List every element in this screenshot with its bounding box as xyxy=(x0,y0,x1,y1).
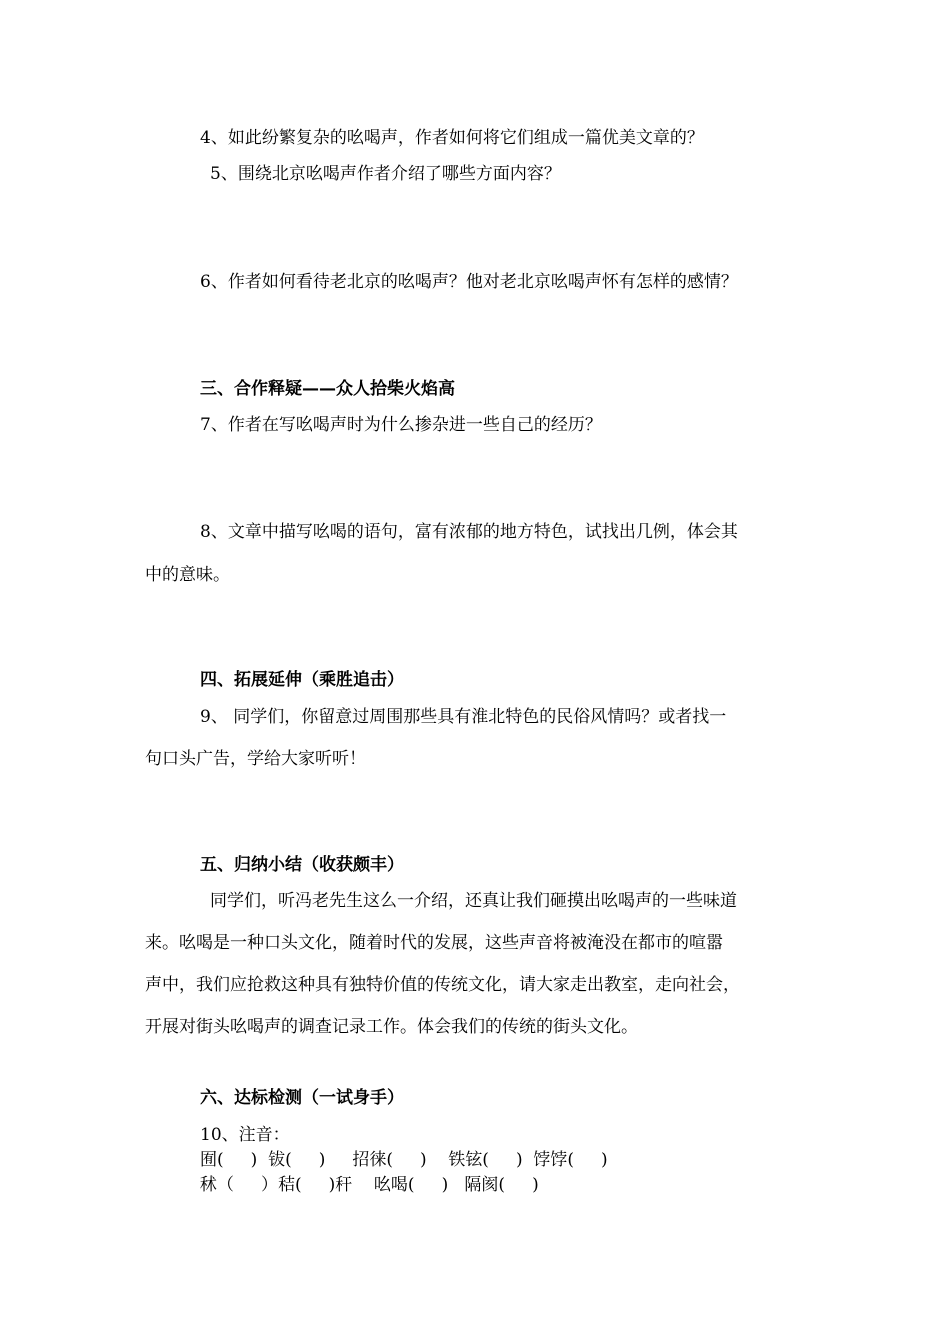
question-6: 6、作者如何看待老北京的吆喝声？他对老北京吆喝声怀有怎样的感情？ xyxy=(200,272,738,292)
question-4: 4、如此纷繁复杂的吆喝声，作者如何将它们组成一篇优美文章的？ xyxy=(200,128,704,148)
pinyin-row-1: 囿( ) 钹( ) 招徕( ) 铁铉( ) 饽饽( ) xyxy=(200,1150,608,1170)
question-9-line-2: 句口头广告，学给大家听听！ xyxy=(145,749,366,769)
section-4-heading: 四、拓展延伸（乘胜追击） xyxy=(200,670,404,690)
summary-line-1: 同学们，听冯老先生这么一介绍，还真让我们砸摸出吆喝声的一些味道 xyxy=(210,891,737,911)
question-10-title: 10、注音： xyxy=(200,1125,290,1145)
question-5: 5、围绕北京吆喝声作者介绍了哪些方面内容？ xyxy=(210,164,561,184)
question-7: 7、作者在写吆喝声时为什么掺杂进一些自己的经历？ xyxy=(200,415,602,435)
section-5-heading: 五、归纳小结（收获颇丰） xyxy=(200,855,404,875)
pinyin-row-2: 秫（ ）秸( )秆 吆喝( ) 隔阂( ) xyxy=(200,1175,539,1195)
section-6-heading: 六、达标检测（一试身手） xyxy=(200,1088,404,1108)
summary-line-2: 来。吆喝是一种口头文化，随着时代的发展，这些声音将被淹没在都市的喧嚣 xyxy=(145,933,723,953)
section-3-heading: 三、合作释疑——众人拾柴火焰高 xyxy=(200,379,455,399)
summary-line-3: 声中，我们应抢救这种具有独特价值的传统文化，请大家走出教室，走向社会， xyxy=(145,975,740,995)
summary-line-4: 开展对街头吆喝声的调查记录工作。体会我们的传统的街头文化。 xyxy=(145,1017,638,1037)
question-8-line-2: 中的意味。 xyxy=(145,565,230,585)
question-8-line-1: 8、文章中描写吆喝的语句，富有浓郁的地方特色，试找出几例，体会其 xyxy=(200,522,738,542)
question-9-line-1: 9、 同学们，你留意过周围那些具有淮北特色的民俗风情吗？或者找一 xyxy=(200,707,727,727)
